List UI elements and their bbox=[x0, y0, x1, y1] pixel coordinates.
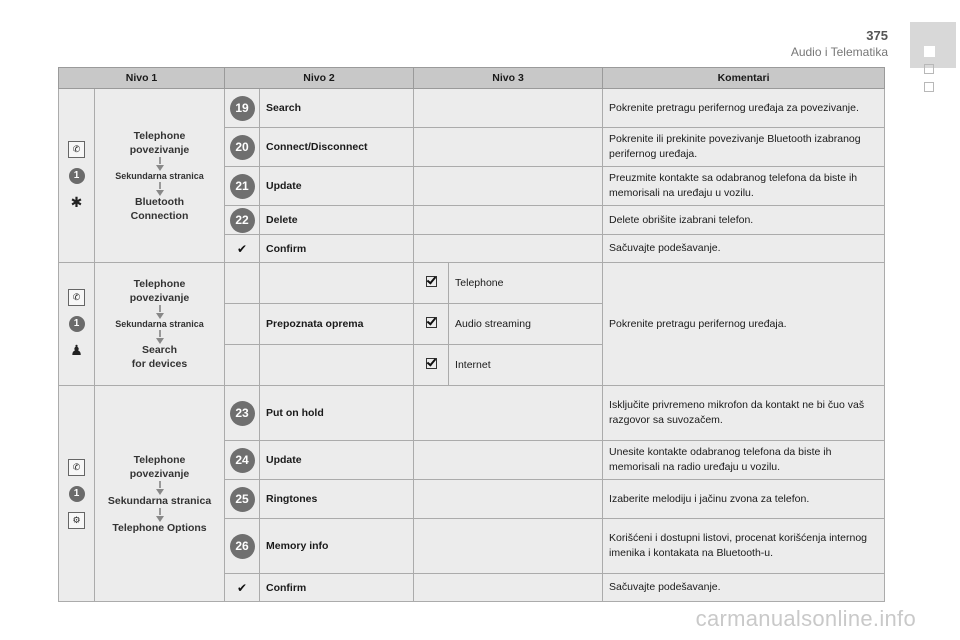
level2-label: Connect/Disconnect bbox=[260, 128, 414, 167]
section-title: Audio i Telematika bbox=[790, 45, 888, 59]
comment: Pokrenite ili prekinite povezivanje Bluetooth izabranog perifernog uređaja. bbox=[603, 128, 885, 167]
chapter-box bbox=[924, 64, 934, 74]
level3-label: Internet bbox=[449, 345, 603, 386]
step-circle: 1 bbox=[69, 316, 85, 332]
level2-label: Delete bbox=[260, 206, 414, 235]
table-row bbox=[59, 263, 885, 304]
level2-label: Update bbox=[260, 441, 414, 480]
comment: Sačuvajte podešavanje. bbox=[603, 574, 885, 602]
step-circle: 1 bbox=[69, 486, 85, 502]
comment: Delete obrišite izabrani telefon. bbox=[603, 206, 885, 235]
down-arrow-icon bbox=[97, 305, 222, 318]
watermark: carmanualsonline.info bbox=[695, 606, 916, 631]
step-badge: 22 bbox=[230, 208, 255, 233]
group3-icons bbox=[59, 386, 95, 602]
comment: Izaberite melodiju i jačinu zvona za telefon. bbox=[603, 480, 885, 519]
comment: Pokrenite pretragu perifernog uređaja. bbox=[603, 263, 885, 386]
step-badge: 25 bbox=[230, 487, 255, 512]
comment: Preuzmite kontakte sa odabranog telefona da biste ih memorisali na uređaju u vozilu. bbox=[603, 167, 885, 206]
table-row bbox=[59, 386, 885, 441]
checkmark-icon: ✔ bbox=[236, 241, 248, 256]
header-comments: Komentari bbox=[603, 68, 885, 89]
table-row bbox=[59, 89, 885, 128]
group2-icons bbox=[59, 263, 95, 386]
step-badge: 21 bbox=[230, 174, 255, 199]
phone-icon: ✆ bbox=[68, 141, 85, 158]
down-arrow-icon bbox=[97, 157, 222, 170]
comment: Sačuvajte podešavanje. bbox=[603, 235, 885, 263]
header-level1: Nivo 1 bbox=[59, 68, 225, 89]
step-badge: 20 bbox=[230, 135, 255, 160]
down-arrow-icon bbox=[97, 481, 222, 494]
level2-label: Memory info bbox=[260, 519, 414, 574]
phone-settings-icon: ⚙ bbox=[68, 512, 85, 529]
chapter-box bbox=[924, 82, 934, 92]
level2-label: Confirm bbox=[260, 574, 414, 602]
level2-label: Put on hold bbox=[260, 386, 414, 441]
chapter-tab-marker bbox=[924, 46, 935, 57]
bluetooth-icon: ✱ bbox=[70, 193, 83, 210]
comment: Korišćeni i dostupni listovi, procenat korišćenja internog imenika i kontakata na Bluetooth-u. bbox=[603, 519, 885, 574]
group1-icons bbox=[59, 89, 95, 263]
checkbox-icon bbox=[426, 358, 437, 369]
checkbox-icon bbox=[426, 317, 437, 328]
checkmark-icon: ✔ bbox=[236, 580, 248, 595]
down-arrow-icon bbox=[97, 508, 222, 521]
header-level2: Nivo 2 bbox=[225, 68, 414, 89]
phone-icon: ✆ bbox=[68, 459, 85, 476]
down-arrow-icon bbox=[97, 330, 222, 343]
step-badge: 23 bbox=[230, 401, 255, 426]
header-level3: Nivo 3 bbox=[414, 68, 603, 89]
chapter-tab bbox=[910, 22, 956, 68]
step-badge: 24 bbox=[230, 448, 255, 473]
comment: Pokrenite pretragu perifernog uređaja za povezivanje. bbox=[603, 89, 885, 128]
level3-label: Telephone bbox=[449, 263, 603, 304]
step-circle: 1 bbox=[69, 168, 85, 184]
level2-label: Prepoznata oprema bbox=[260, 304, 414, 345]
checkbox-icon bbox=[426, 276, 437, 287]
comment: Unesite kontakte odabranog telefona da biste ih memorisali na radio uređaju u vozilu. bbox=[603, 441, 885, 480]
level2-label: Update bbox=[260, 167, 414, 206]
step-badge: 19 bbox=[230, 96, 255, 121]
group3-menu-path: Telephone povezivanje Sekundarna stranica Telephone Options bbox=[95, 386, 225, 602]
search-person-icon: ♟ bbox=[70, 342, 83, 358]
page-number: 375 bbox=[866, 28, 888, 43]
step-badge: 26 bbox=[230, 534, 255, 559]
level3-label: Audio streaming bbox=[449, 304, 603, 345]
comment: Isključite privremeno mikrofon da kontakt ne bi čuo vaš razgovor sa suvozačem. bbox=[603, 386, 885, 441]
group2-menu-path: Telephone povezivanje Sekundarna stranica Search for devices bbox=[95, 263, 225, 386]
group1-menu-path: Telephone povezivanje Sekundarna stranica Bluetooth Connection bbox=[95, 89, 225, 263]
menu-table bbox=[58, 67, 885, 602]
level2-label: Ringtones bbox=[260, 480, 414, 519]
level2-label: Confirm bbox=[260, 235, 414, 263]
table-header bbox=[59, 68, 885, 89]
level2-label: Search bbox=[260, 89, 414, 128]
phone-icon: ✆ bbox=[68, 289, 85, 306]
down-arrow-icon bbox=[97, 182, 222, 195]
